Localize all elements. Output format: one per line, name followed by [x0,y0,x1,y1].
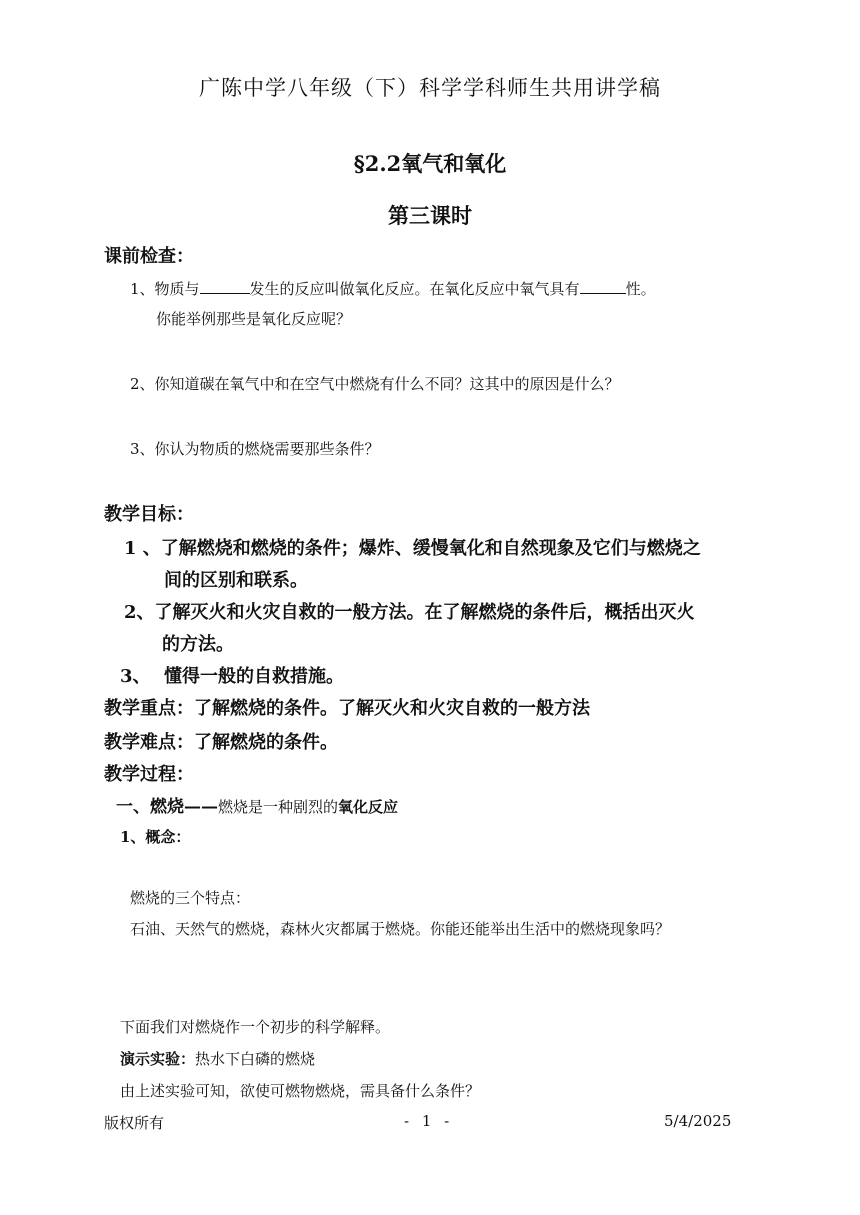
concept-label: 1、概念： [120,828,191,846]
objective-3-number: 3、 [120,666,151,687]
fill-blank-2 [580,277,626,294]
lesson-title: §2.2氧气和氧化 [353,151,507,176]
lesson-subtitle: 第三课时 [388,203,472,228]
objective-3-text: 懂得一般的自救措施。 [164,666,344,687]
objective-1-line-2: 间的区别和联系。 [164,570,308,591]
explanation-intro: 下面我们对燃烧作一个初步的科学解释。 [120,1018,391,1036]
objective-1-line-1: 1 、了解燃烧和燃烧的条件；爆炸、缓慢氧化和自然现象及它们与燃烧之 [124,538,701,559]
demo-label: 演示实验： [120,1050,196,1068]
footer-copyright: 版权所有 [104,1114,165,1132]
section-1-label: 一、燃烧—— [116,797,218,817]
objective-2-line-1: 2、了解灭火和火灾自救的一般方法。在了解燃烧的条件后，概括出灭火 [124,602,695,623]
question-2: 2、你知道碳在氧气中和在空气中燃烧有什么不同？这其中的原因是什么？ [130,375,620,393]
pre-check-heading: 课前检查： [104,246,194,267]
footer-page-number: - 1 - [404,1112,454,1130]
key-point: 教学重点：了解燃烧的条件。了解灭火和火灾自救的一般方法 [104,698,590,719]
section-1-bold-end: 氧化反应 [338,798,399,816]
demo-text: 热水下白磷的燃烧 [195,1050,316,1068]
demo-experiment [120,1048,315,1069]
question-1-part-c: 性。 [625,280,656,298]
question-1-followup: 你能举例那些是氧化反应呢？ [156,310,352,328]
question-1-part-b: 发生的反应叫做氧化反应。在氧化反应中氧气具有 [249,280,580,298]
question-1 [130,277,656,299]
section-1-text: 燃烧是一种剧烈的 [218,798,339,816]
objectives-heading: 教学目标： [104,504,194,525]
process-heading: 教学过程： [104,764,194,785]
three-features-label: 燃烧的三个特点： [130,889,251,907]
page-header: 广陈中学八年级（下）科学学科师生共用讲学稿 [199,76,661,100]
objective-2-line-2: 的方法。 [162,634,234,655]
conclusion-question: 由上述实验可知，欲使可燃物燃烧，需具备什么条件？ [120,1082,481,1100]
question-3: 3、你认为物质的燃烧需要那些条件？ [130,440,380,458]
burning-examples: 石油、天然气的燃烧，森林火灾都属于燃烧。你能还能举出生活中的燃烧现象吗？ [130,920,671,938]
question-1-part-a: 1、物质与 [130,280,200,298]
fill-blank-1 [200,277,250,294]
footer-date: 5/4/2025 [664,1112,732,1130]
difficulty-point: 教学难点：了解燃烧的条件。 [104,732,338,753]
section-1-heading [116,792,398,817]
